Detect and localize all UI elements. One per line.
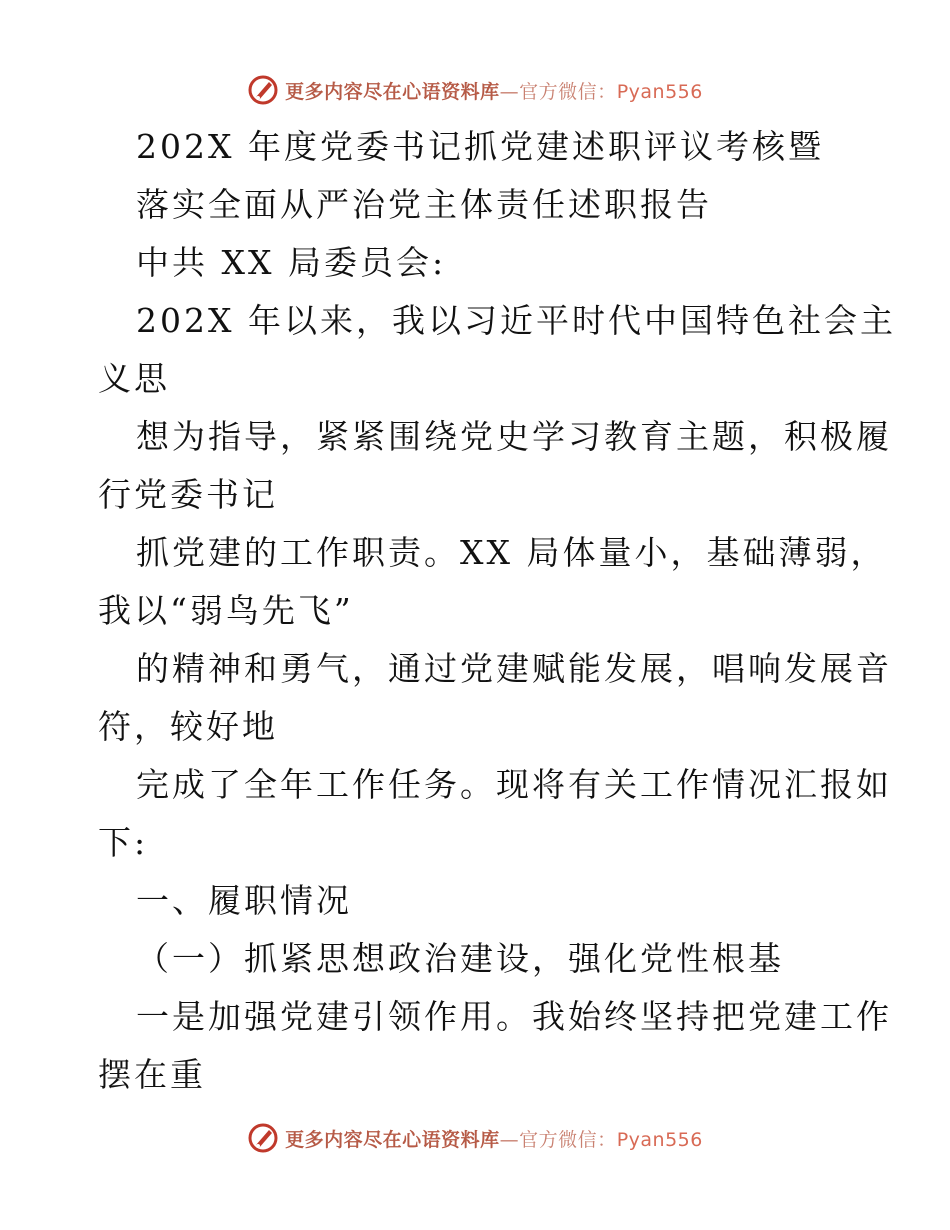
watermark-text: [285, 77, 703, 104]
footer-watermark: [0, 1118, 950, 1158]
document-line: 的精神和勇气，通过党建赋能发展，唱响发展音: [136, 649, 892, 688]
watermark-site: 更多内容尽在心语资料库: [285, 80, 500, 103]
document-line: 一是加强党建引领作用。我始终坚持把党建工作: [136, 997, 892, 1036]
document-line: 摆在重: [98, 1055, 206, 1094]
watermark-text: [285, 1125, 703, 1152]
document-line: 想为指导，紧紧围绕党史学习教育主题，积极履: [136, 417, 892, 456]
document-line: 行党委书记: [98, 475, 278, 514]
document-line: 202X 年度党委书记抓党建述职评议考核暨: [136, 127, 824, 166]
watermark-handle: Pyan556: [616, 1128, 703, 1151]
document-line: 符，较好地: [98, 707, 278, 746]
document-line: （一）抓紧思想政治建设，强化党性根基: [136, 939, 784, 978]
document-line: 完成了全年工作任务。现将有关工作情况汇报如: [136, 765, 892, 804]
document-line: 一、履职情况: [136, 881, 352, 920]
document-line: 义思: [98, 359, 170, 398]
header-watermark: [0, 70, 950, 110]
watermark-label: 官方微信：: [519, 80, 617, 103]
watermark-dash: —: [499, 1128, 520, 1151]
document-line: 202X 年以来，我以习近平时代中国特色社会主: [136, 301, 896, 340]
document-line: 落实全面从严治党主体责任述职报告: [136, 185, 712, 224]
document-body: [98, 118, 896, 1104]
watermark-site: 更多内容尽在心语资料库: [285, 1128, 500, 1151]
document-line: 中共 XX 局委员会:: [136, 243, 447, 282]
watermark-handle: Pyan556: [616, 80, 703, 103]
document-line: 抓党建的工作职责。XX 局体量小，基础薄弱，: [136, 533, 887, 572]
watermark-label: 官方微信：: [519, 1128, 617, 1151]
watermark-dash: —: [499, 80, 520, 103]
pen-logo-icon: [247, 74, 279, 106]
pen-logo-icon: [247, 1122, 279, 1154]
document-line: 我以“弱鸟先飞”: [98, 591, 354, 630]
document-line: 下:: [98, 823, 149, 862]
